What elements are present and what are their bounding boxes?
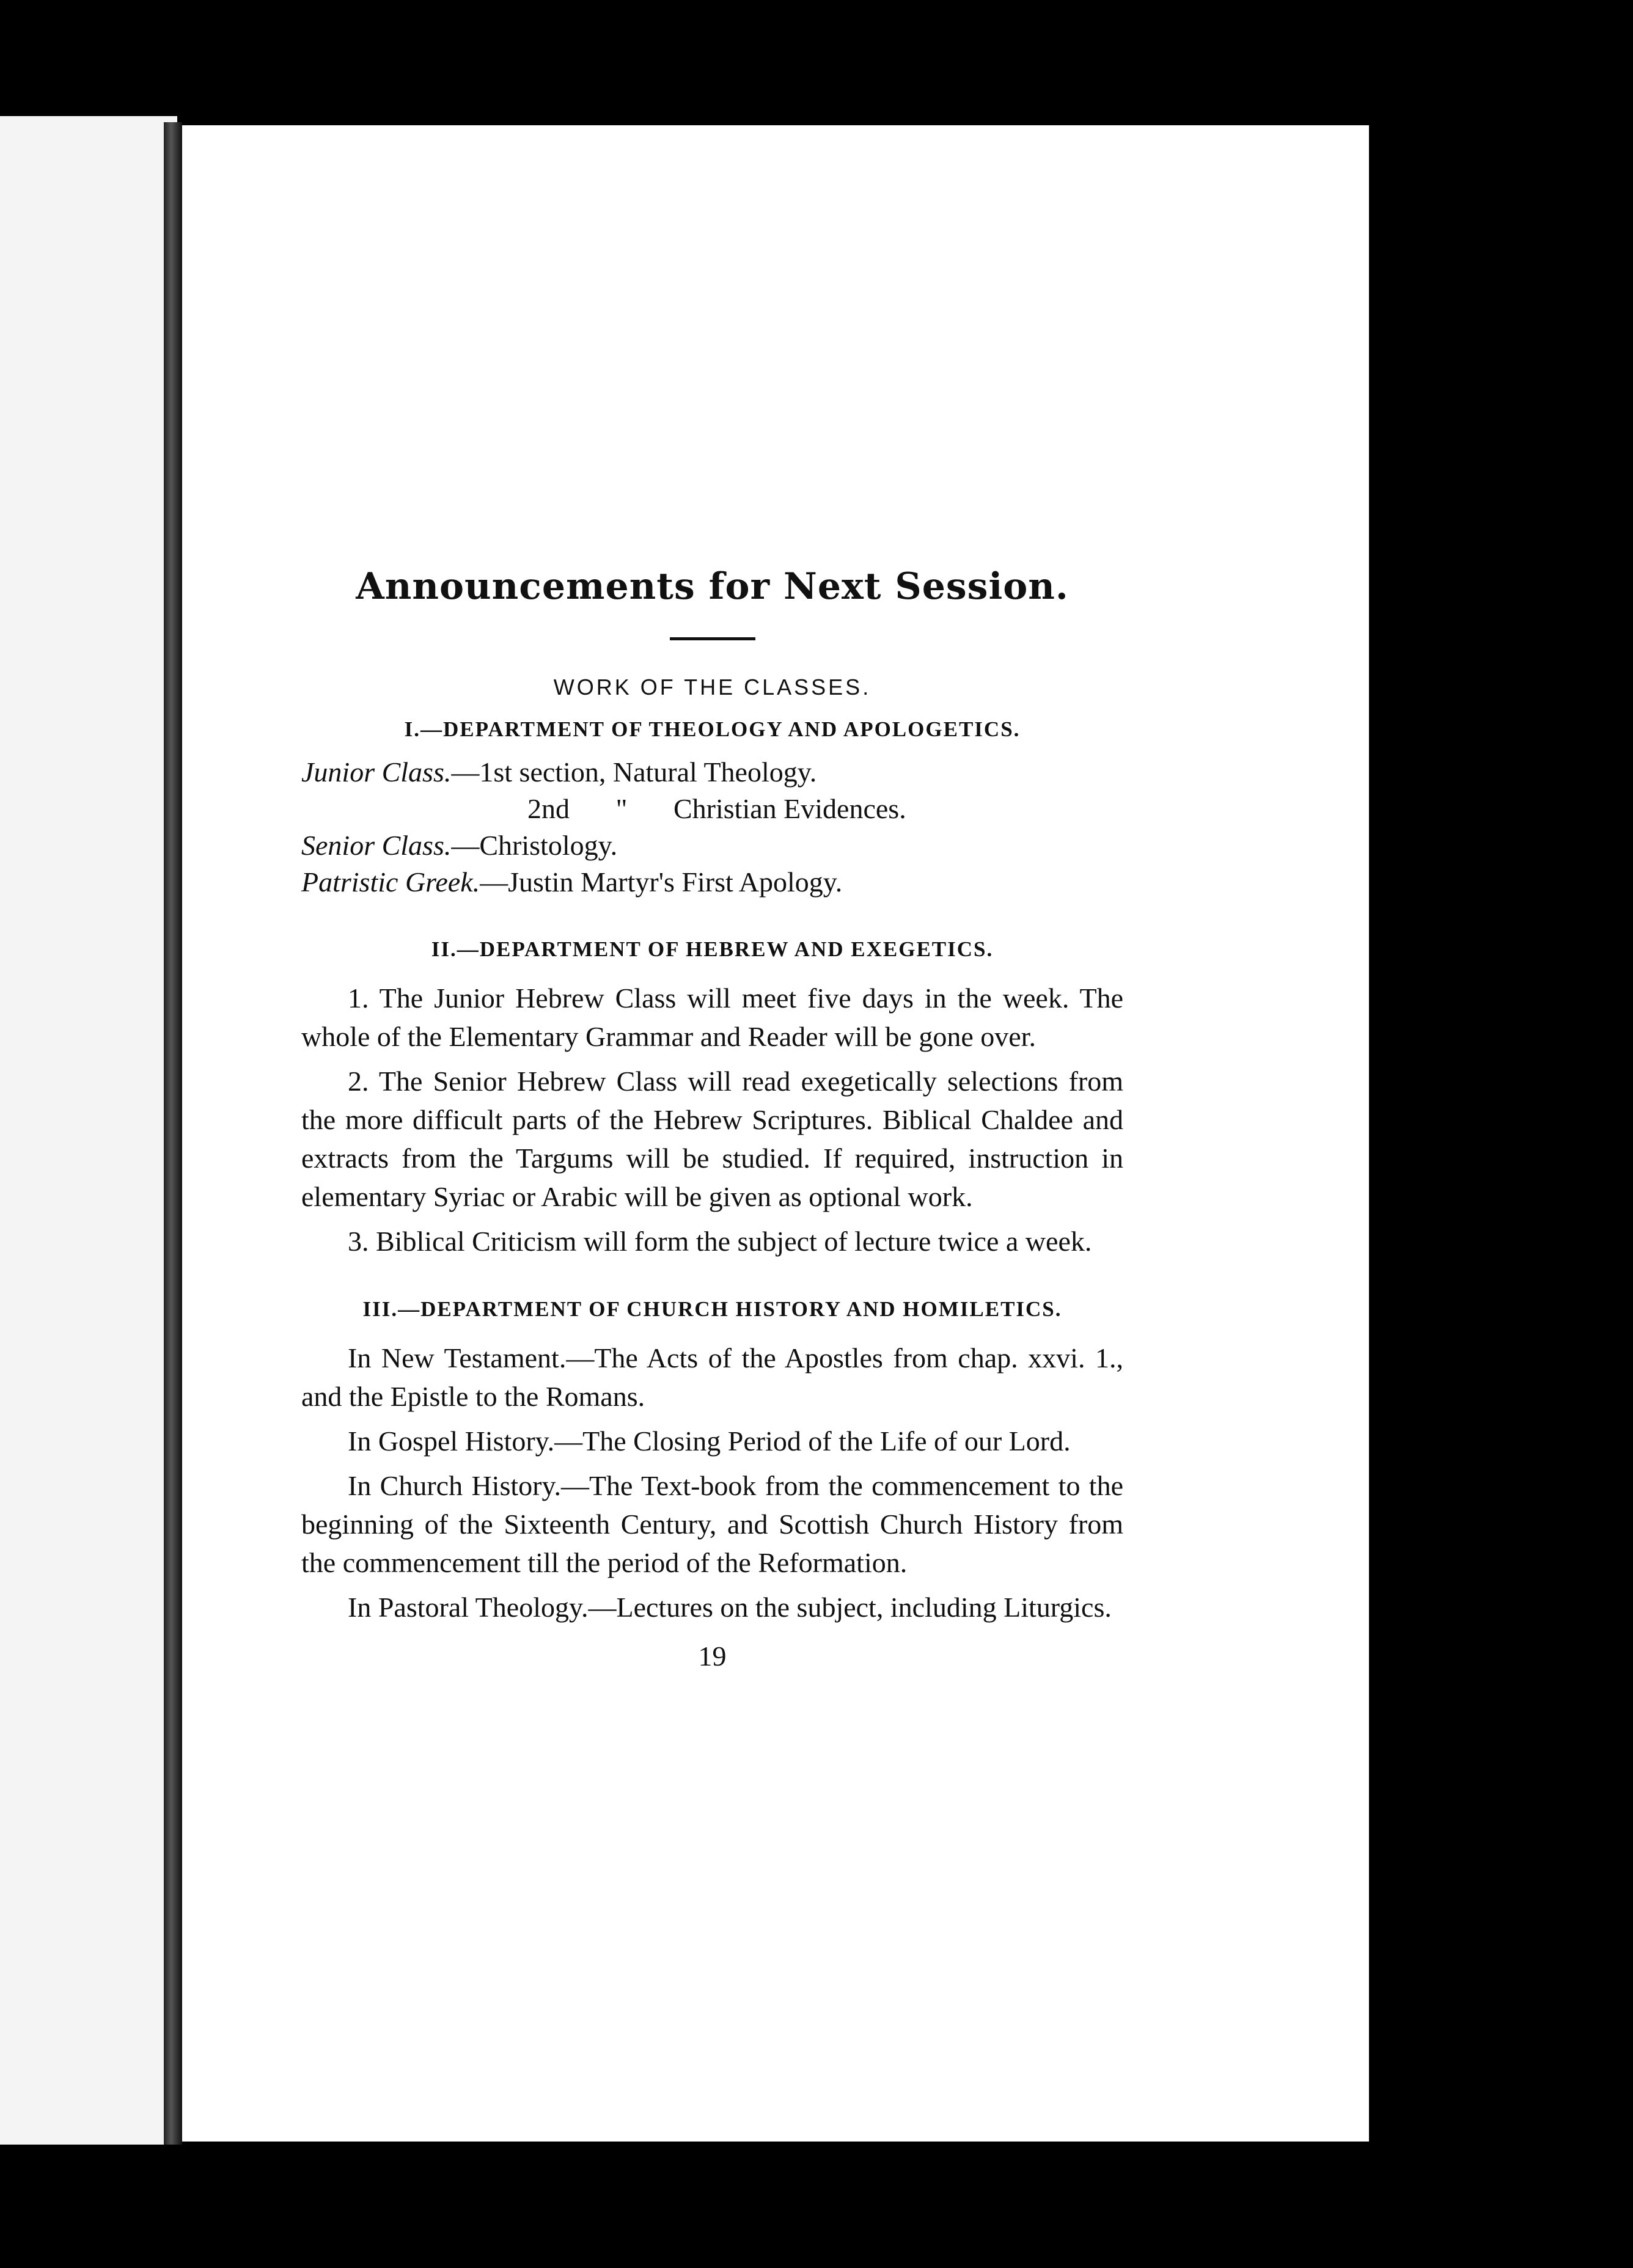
paragraph: In New Testament.—The Acts of the Apostles from chap. xxvi. 1., and the Epistle to the Romans.	[301, 1342, 1123, 1412]
course-label: Junior Class.	[301, 756, 452, 788]
section-heading-hebrew: II.—DEPARTMENT OF HEBREW AND EXEGETICS.	[431, 937, 994, 961]
course-label: Senior Class.	[301, 830, 452, 861]
page-content	[301, 443, 1123, 1672]
course-label: Patristic Greek.	[301, 866, 480, 898]
paragraph: In Pastoral Theology.—Lectures on the subject, including Liturgics.	[348, 1592, 1112, 1623]
course-line	[301, 754, 1123, 791]
paragraph: In Church History.—The Text-book from the commencement to the beginning of the Sixteenth Century, and Scottish Church History from the commencement till the period of the Reformation.	[301, 1470, 1123, 1578]
course-prefix: 2nd	[527, 793, 570, 824]
binding-shadow	[164, 122, 182, 2145]
page-number: 19	[698, 1641, 727, 1672]
paragraph: 2. The Senior Hebrew Class will read exegetically selections from the more difficult parts of the Hebrew Scriptures. Biblical Chaldee and extracts from the Targums will be studied. If required, instruction in elementary Syriac or Arabic will be given as optional work.	[301, 1066, 1123, 1212]
paragraph: 1. The Junior Hebrew Class will meet five days in the week. The whole of the Elementary Grammar and Reader will be gone over.	[301, 982, 1123, 1052]
section-heading-theology: I.—DEPARTMENT OF THEOLOGY AND APOLOGETICS.	[404, 717, 1021, 741]
page-sheet	[182, 125, 1369, 2142]
section-heading-church-history: III.—DEPARTMENT OF CHURCH HISTORY AND HOMILETICS.	[362, 1297, 1062, 1321]
paragraph: In Gospel History.—The Closing Period of the Life of our Lord.	[348, 1425, 1071, 1457]
course-line	[301, 827, 1123, 864]
course-line	[301, 791, 1123, 827]
ditto-mark: "	[615, 793, 628, 824]
title-rule	[670, 637, 755, 640]
course-text: —Justin Martyr's First Apology.	[480, 866, 843, 898]
facing-page-edge	[0, 116, 177, 2145]
course-text: —1st section, Natural Theology.	[451, 756, 817, 788]
course-text: Christian Evidences.	[673, 793, 906, 824]
paragraph: 3. Biblical Criticism will form the subject of lecture twice a week.	[348, 1226, 1092, 1257]
page-title: Announcements for Next Session.	[356, 565, 1069, 608]
course-text: —Christology.	[451, 830, 618, 861]
course-line	[301, 864, 1123, 901]
page-subtitle: WORK OF THE CLASSES.	[553, 675, 872, 700]
